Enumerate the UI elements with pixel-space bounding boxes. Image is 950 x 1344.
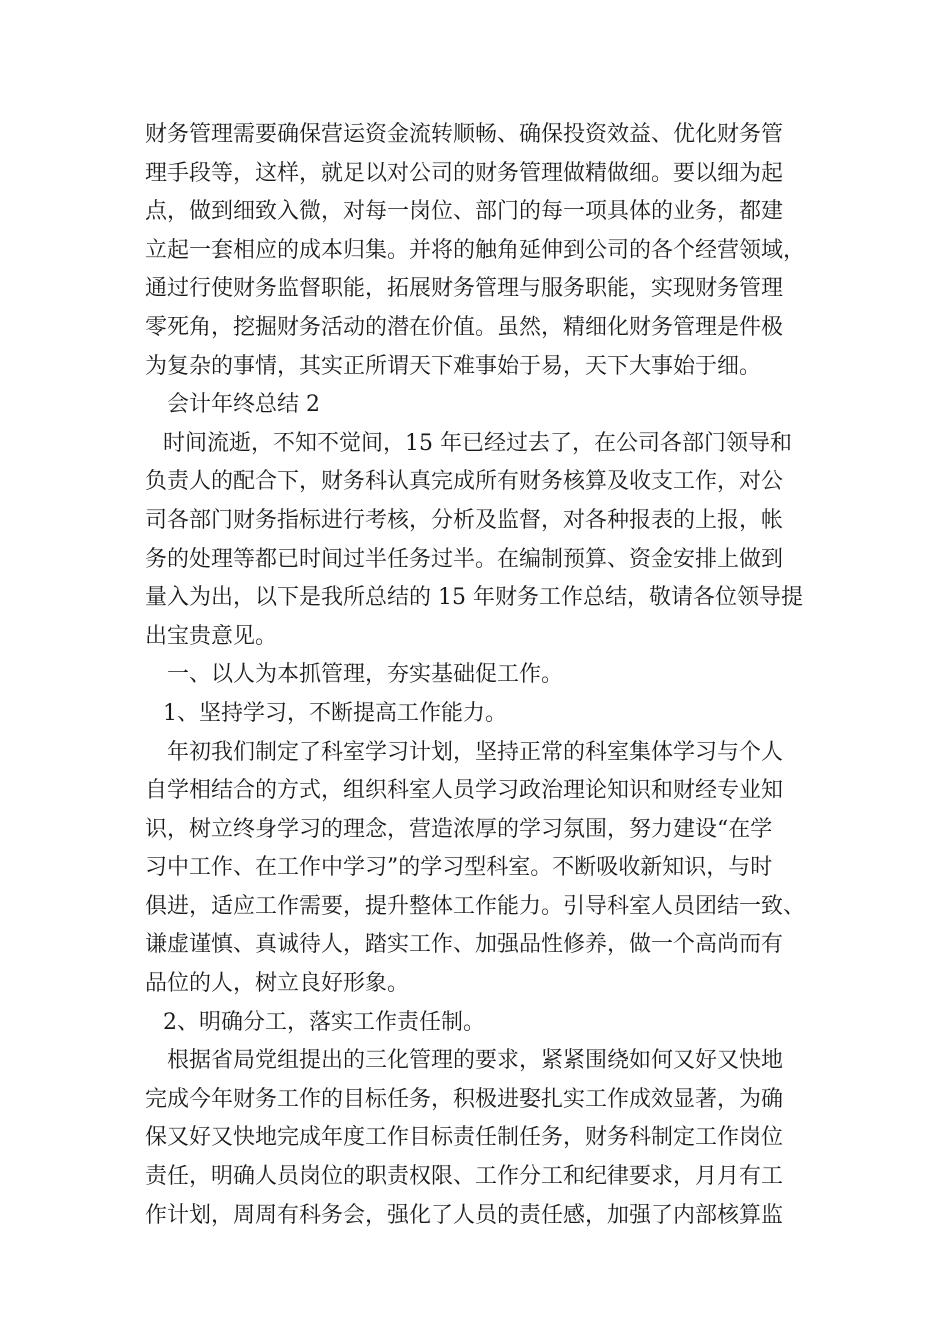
text-line: 立起一套相应的成本归集。并将的触角延伸到公司的各个经营领域，	[145, 237, 806, 263]
text-line: 年初我们制定了科室学习计划，坚持正常的科室集体学习与个人	[167, 739, 784, 765]
text-line: 俱进，适应工作需要，提升整体工作能力。引导科室人员团结一致、	[145, 893, 806, 919]
text-line: 识，树立终身学习的理念，营造浓厚的学习氛围，努力建设“在学	[145, 816, 773, 842]
text-line: 根据省局党组提出的三化管理的要求，紧紧围绕如何又好又快地	[167, 1048, 784, 1074]
text-line: 谦虚谨慎、真诚待人，踏实工作、加强品性修养，做一个高尚而有	[145, 932, 784, 958]
text-line: 为复杂的事情，其实正所谓天下难事始于易，天下大事始于细。	[145, 353, 762, 379]
text-line: 一、以人为本抓管理，夯实基础促工作。	[167, 662, 564, 688]
text-line: 1、坚持学习，不断提高工作能力。	[163, 700, 507, 726]
text-line: 通过行使财务监督职能，拓展财务管理与服务职能，实现财务管理	[145, 276, 784, 302]
text-line: 2、明确分工，落实工作责任制。	[163, 1009, 485, 1035]
text-line: 作计划，周周有科务会，强化了人员的责任感，加强了内部核算监	[145, 1202, 784, 1228]
text-line: 负责人的配合下，财务科认真完成所有财务核算及收支工作，对公	[145, 469, 784, 495]
text-line: 务的处理等都已时间过半任务过半。在编制预算、资金安排上做到	[145, 546, 784, 572]
text-line: 责任，明确人员岗位的职责权限、工作分工和纪律要求，月月有工	[145, 1164, 784, 1190]
text-line: 量入为出，以下是我所总结的 15 年财务工作总结，敬请各位领导提	[145, 585, 803, 611]
text-line: 自学相结合的方式，组织科室人员学习政治理论知识和财经专业知	[145, 778, 784, 804]
text-line: 保又好又快地完成年度工作目标责任制任务，财务科制定工作岗位	[145, 1125, 784, 1151]
text-line: 零死角，挖掘财务活动的潜在价值。虽然，精细化财务管理是件极	[145, 314, 784, 340]
text-line: 点，做到细致入微，对每一岗位、部门的每一项具体的业务，都建	[145, 199, 784, 225]
text-line: 司各部门财务指标进行考核，分析及监督，对各种报表的上报，帐	[145, 507, 784, 533]
text-line: 习中工作、在工作中学习”的学习型科室。不断吸收新知识，与时	[145, 855, 773, 881]
text-line: 品位的人，树立良好形象。	[145, 971, 410, 997]
text-line: 会计年终总结 2	[167, 392, 320, 418]
text-line: 时间流逝，不知不觉间，15 年已经过去了，在公司各部门领导和	[163, 430, 792, 456]
text-line: 理手段等，这样，就足以对公司的财务管理做精做细。要以细为起	[145, 160, 784, 186]
body-text	[145, 116, 815, 1235]
text-line: 出宝贵意见。	[145, 623, 278, 649]
text-line: 完成今年财务工作的目标任务，积极进娶扎实工作成效显著，为确	[145, 1086, 784, 1112]
text-line: 财务管理需要确保营运资金流转顺畅、确保投资效益、优化财务管	[145, 122, 784, 147]
